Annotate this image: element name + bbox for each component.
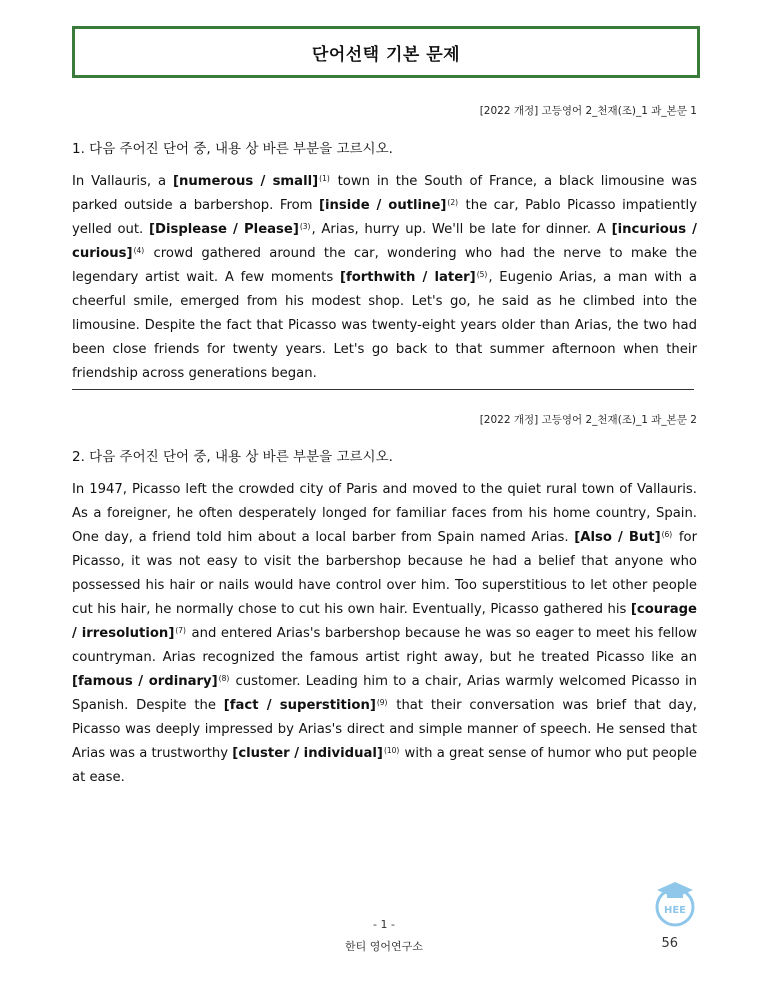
passage-text: the car, Pablo Picasso impatiently yelled out. xyxy=(72,198,697,237)
choice-bracket: [Displease / Please] xyxy=(148,222,299,237)
blank-number: (2) xyxy=(447,198,459,207)
passage-text: In Vallauris, a xyxy=(72,174,173,189)
choice-bracket: [famous / ordinary] xyxy=(72,674,218,689)
choice-bracket: [Also / But] xyxy=(574,530,661,545)
choice-bracket: [forthwith / later] xyxy=(339,270,476,285)
logo-text: HEE xyxy=(663,905,687,916)
q1-source: [2022 개정] 고등영어 2_천재(조)_1 과_본문 1 xyxy=(479,105,697,117)
q1-question: 1. 다음 주어진 단어 중, 내용 상 바른 부분을 고르시오. xyxy=(72,141,393,157)
page-title: 단어선택 기본 문제 xyxy=(311,44,461,65)
choice-bracket: [cluster / individual] xyxy=(232,746,383,761)
footer-page-label: - 1 - xyxy=(373,918,395,931)
passage-text: with a great sense of humor who put people at ease. xyxy=(72,746,697,785)
choice-bracket: [incurious / curious] xyxy=(72,222,697,261)
passage-text: In 1947, Picasso left the crowded city of Paris and moved to the quiet rural town of Vallauris. As a foreigner, he often desperately longed for familiar faces from his home country, Spain. One day, a friend told him about a local barber from Spain named Arias. xyxy=(72,482,697,545)
passage-text: , Arias, hurry up. We'll be late for dinner. A xyxy=(311,222,612,237)
passage-text: , Eugenio Arias, a man with a cheerful smile, emerged from his modest shop. Let's go, he said as he climbed into the limousine. Despite the fact that Picasso was twenty-eight years older than Arias, the two had been close friends for twenty years. Let's go back to that summer afternoon when their friendship across generations began. xyxy=(72,270,697,381)
q2-question: 2. 다음 주어진 단어 중, 내용 상 바른 부분을 고르시오. xyxy=(72,449,393,465)
passage-text: customer. Leading him to a chair, Arias warmly welcomed Picasso in Spanish. Despite the xyxy=(72,674,697,713)
passage-text: that their conversation was brief that day, Picasso was deeply impressed by Arias's direct and simple manner of speech. He sensed that Arias was a trustworthy xyxy=(72,698,697,761)
blank-number: (5) xyxy=(476,270,488,279)
q1-passage xyxy=(72,170,697,386)
blank-number: (4) xyxy=(133,246,145,255)
footer-institute: 한티 영어연구소 xyxy=(345,940,423,953)
q2-source: [2022 개정] 고등영어 2_천재(조)_1 과_본문 2 xyxy=(479,414,697,426)
blank-number: (9) xyxy=(376,698,388,707)
passage-text: crowd gathered around the car, wondering who had the nerve to make the legendary artist wait. A few moments xyxy=(72,246,697,285)
passage-text: town in the South of France, a black limousine was parked outside a barbershop. From xyxy=(72,174,697,213)
title-box xyxy=(72,26,700,78)
divider xyxy=(72,389,694,390)
blank-number: (8) xyxy=(218,674,230,683)
choice-bracket: [inside / outline] xyxy=(318,198,447,213)
hee-logo-icon xyxy=(650,878,700,928)
blank-number: (1) xyxy=(319,174,330,183)
choice-bracket: [courage / irresolution] xyxy=(72,602,697,641)
choice-bracket: [numerous / small] xyxy=(172,174,319,189)
footer-page-number: 56 xyxy=(661,936,678,951)
blank-number: (3) xyxy=(299,222,311,231)
choice-bracket: [fact / superstition] xyxy=(223,698,376,713)
blank-number: (10) xyxy=(383,746,400,755)
passage-text: and entered Arias's barbershop because he was so eager to meet his fellow countryman. Arias recognized the famous artist right away, but he treated Picasso like an xyxy=(72,626,697,665)
q2-passage xyxy=(72,478,697,790)
blank-number: (6) xyxy=(661,530,673,539)
passage-text: for Picasso, it was not easy to visit the barbershop because he had a belief that anyone who possessed his hair or nails would have control over him. Too superstitious to let other people cut his hair, he normally chose to cut his own hair. Eventually, Picasso gathered his xyxy=(72,530,698,617)
blank-number: (7) xyxy=(175,626,186,635)
